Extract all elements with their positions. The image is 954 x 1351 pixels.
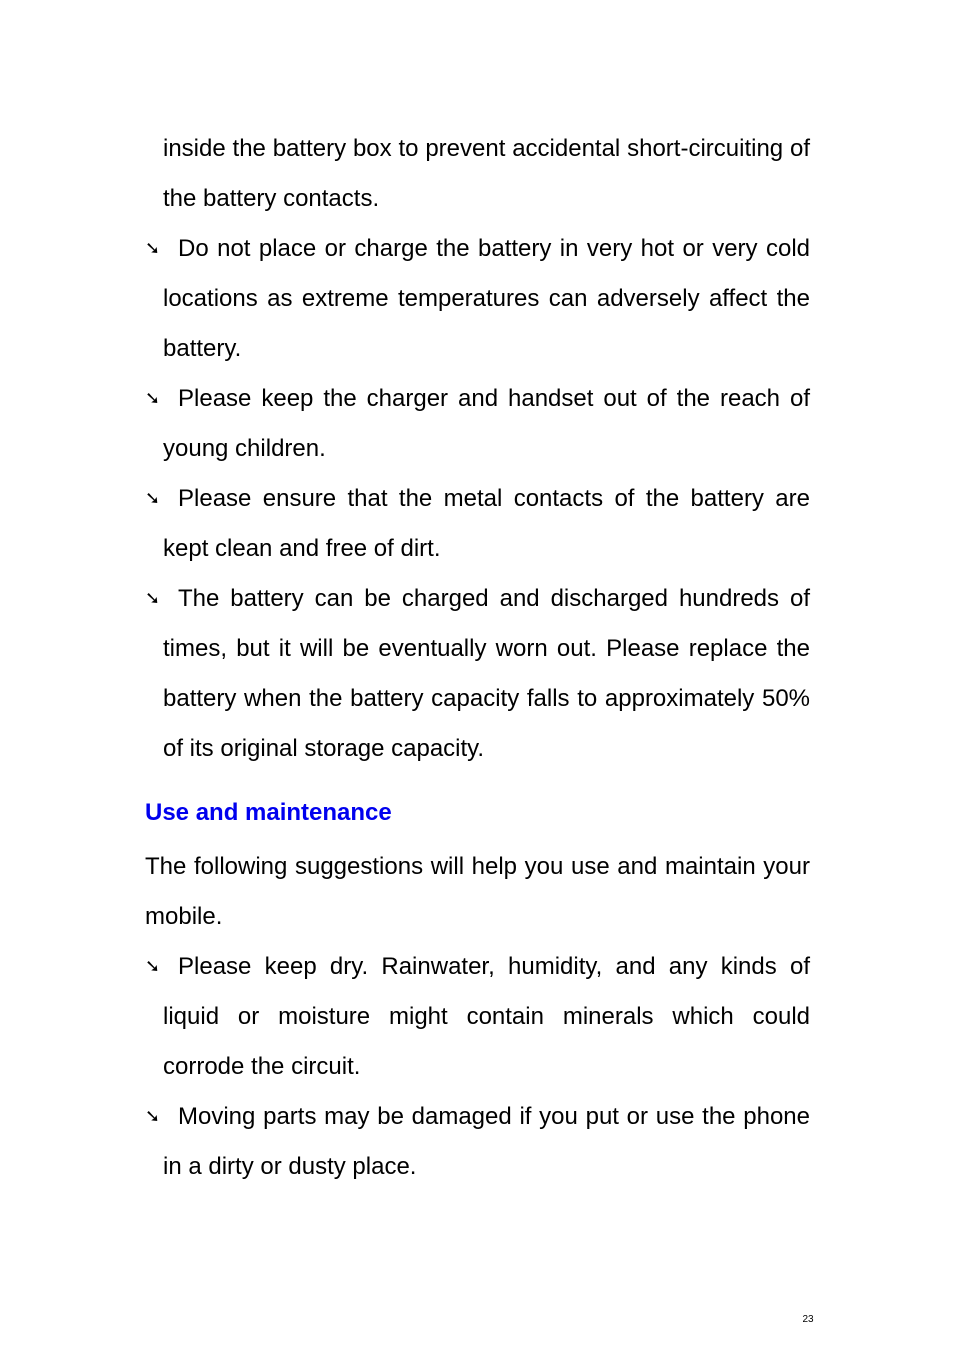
list-item-text: Please keep the charger and handset out of the reach of young children. <box>163 385 810 462</box>
arrow-bullet-icon: ➘ <box>145 388 161 409</box>
arrow-bullet-icon: ➘ <box>145 588 161 609</box>
list-item-text: Moving parts may be damaged if you put or use the phone in a dirty or dusty place. <box>163 1103 810 1180</box>
arrow-bullet-icon: ➘ <box>145 238 161 259</box>
list-item-text: Do not place or charge the battery in very hot or very cold locations as extreme temperatures can adversely affect the battery. <box>163 235 810 362</box>
section-intro: The following suggestions will help you use and maintain your mobile. <box>145 853 810 930</box>
page-number: 23 <box>802 1314 814 1325</box>
battery-precautions-list <box>145 224 810 774</box>
list-item-text: The battery can be charged and discharged hundreds of times, but it will be eventually worn out. Please replace the battery when the battery capacity falls to approximately 50% of its original storage capacity. <box>163 585 810 762</box>
list-item <box>145 942 810 1092</box>
intro-continuation: inside the battery box to prevent accidental short-circuiting of the battery contacts. <box>163 135 810 212</box>
list-item <box>145 574 810 774</box>
document-page <box>145 124 810 1192</box>
arrow-bullet-icon: ➘ <box>145 956 161 977</box>
list-item-text: Please ensure that the metal contacts of the battery are kept clean and free of dirt. <box>163 485 810 562</box>
maintenance-list <box>145 942 810 1192</box>
list-item <box>145 474 810 574</box>
list-item-text: Please keep dry. Rainwater, humidity, and any kinds of liquid or moisture might contain minerals which could corrode the circuit. <box>163 953 810 1080</box>
section-heading: Use and maintenance <box>145 799 392 826</box>
list-item <box>145 374 810 474</box>
arrow-bullet-icon: ➘ <box>145 488 161 509</box>
arrow-bullet-icon: ➘ <box>145 1106 161 1127</box>
list-item <box>145 224 810 374</box>
list-item <box>145 1092 810 1192</box>
